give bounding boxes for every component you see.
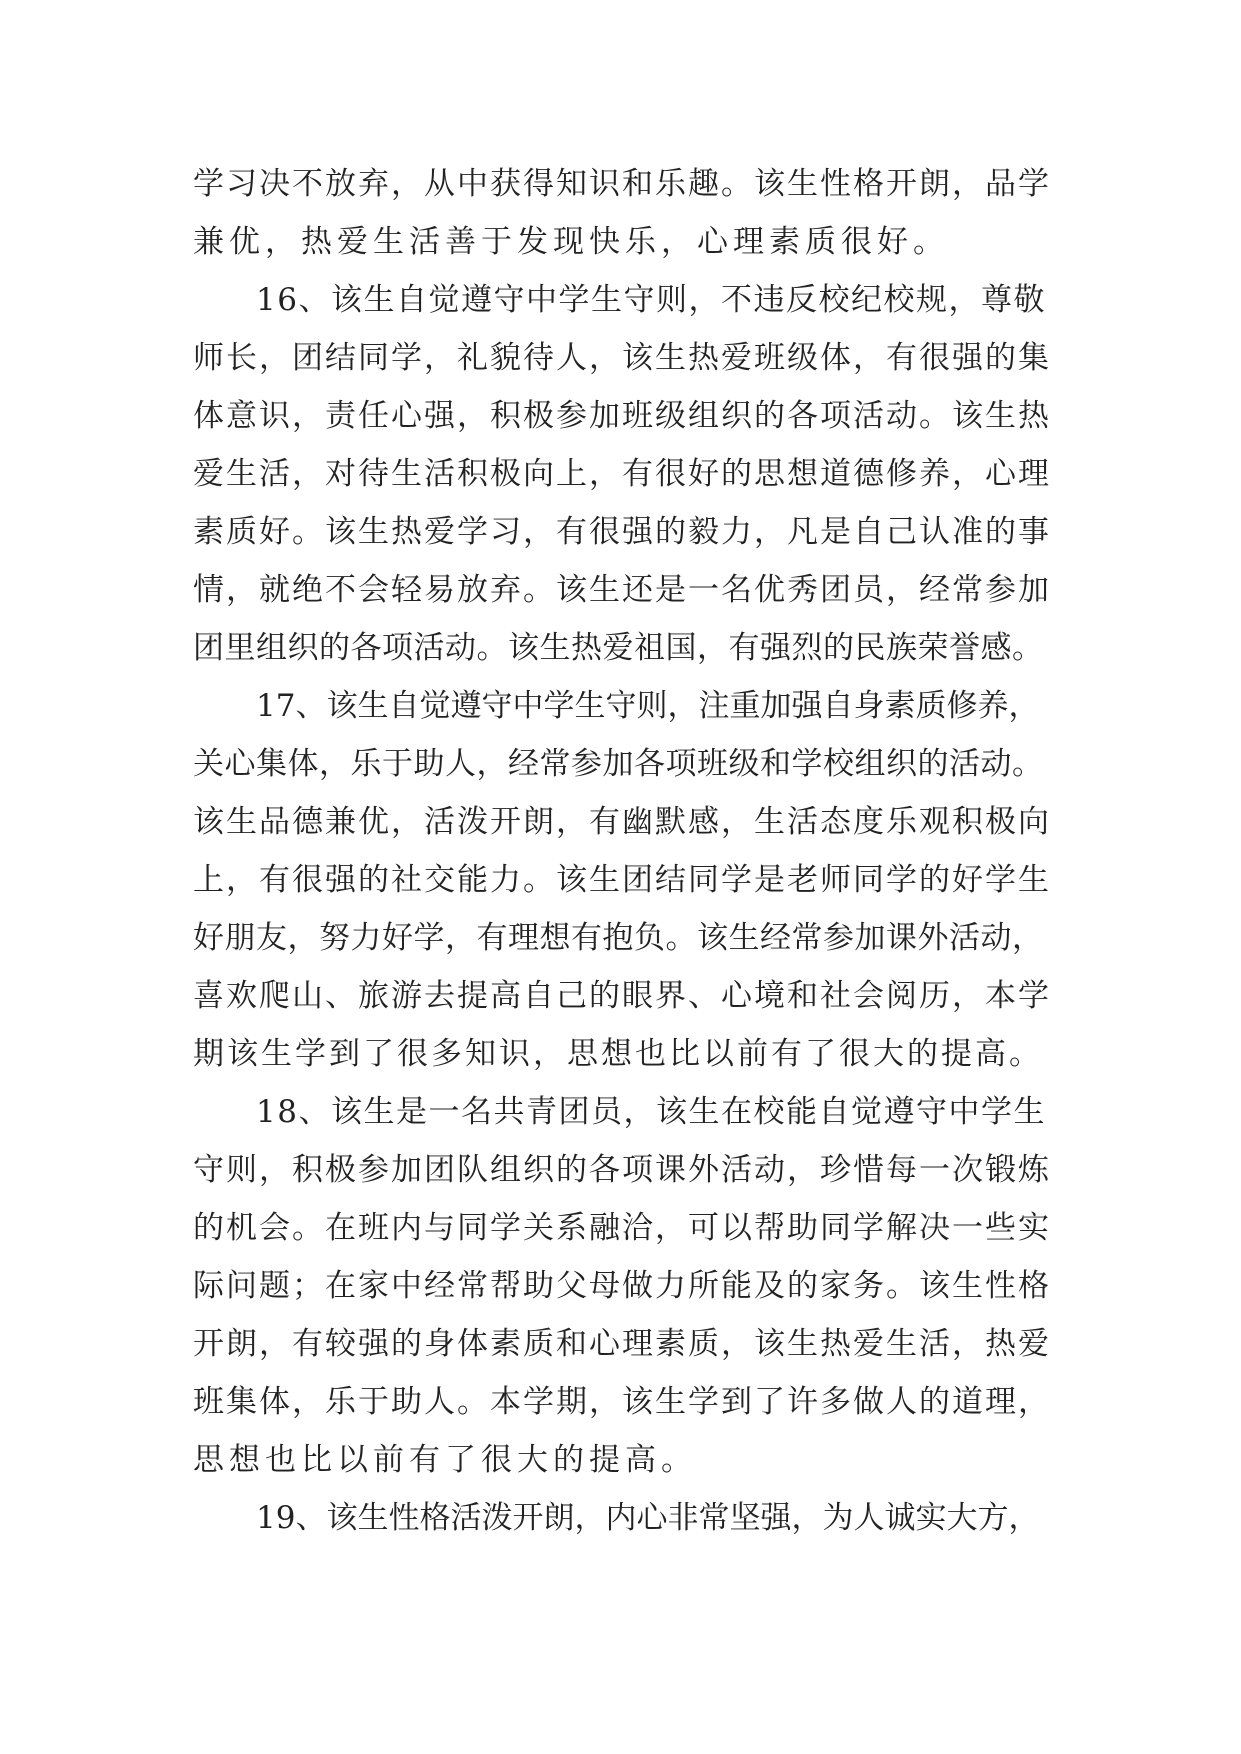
paragraph-start-19: 19、该生性格活泼开朗，内心非常坚强，为人诚实大方， [256, 1500, 1040, 1536]
paragraph-start-17: 17、该生自觉遵守中学生守则，注重加强自身素质修养， [256, 688, 1040, 724]
text-line: 好朋友，努力好学，有理想有抱负。该生经常参加课外活动， [193, 920, 1044, 956]
text-line: 关心集体，乐于助人，经常参加各项班级和学校组织的活动。 [193, 746, 1044, 782]
text-line: 素质好。该生热爱学习，有很强的毅力，凡是自己认准的事 [193, 514, 1051, 550]
text-line: 班集体，乐于助人。本学期，该生学到了许多做人的道理， [193, 1384, 1051, 1420]
text-line: 上，有很强的社交能力。该生团结同学是老师同学的好学生 [193, 862, 1051, 898]
text-line: 开朗，有较强的身体素质和心理素质，该生热爱生活，热爱 [193, 1326, 1051, 1362]
paragraph-start-18: 18、该生是一名共青团员，该生在校能自觉遵守中学生 [256, 1094, 1046, 1130]
paragraph-start-16: 16、该生自觉遵守中学生守则，不违反校纪校规，尊敬 [256, 282, 1046, 318]
text-line: 师长，团结同学，礼貌待人，该生热爱班级体，有很强的集 [193, 340, 1051, 376]
text-line: 际问题；在家中经常帮助父母做力所能及的家务。该生性格 [193, 1268, 1051, 1304]
text-line: 该生品德兼优，活泼开朗，有幽默感，生活态度乐观积极向 [193, 804, 1051, 840]
text-line: 体意识，责任心强，积极参加班级组织的各项活动。该生热 [193, 398, 1051, 434]
text-line: 学习决不放弃，从中获得知识和乐趣。该生性格开朗，品学 [193, 166, 1051, 202]
text-line: 爱生活，对待生活积极向上，有很好的思想道德修养，心理 [193, 456, 1051, 492]
text-line: 期该生学到了很多知识，思想也比以前有了很大的提高。 [193, 1036, 1043, 1072]
text-line: 的机会。在班内与同学关系融洽，可以帮助同学解决一些实 [193, 1210, 1051, 1246]
text-line: 情，就绝不会轻易放弃。该生还是一名优秀团员，经常参加 [193, 572, 1051, 608]
text-line: 守则，积极参加团队组织的各项课外活动，珍惜每一次锻炼 [193, 1152, 1051, 1188]
text-line: 思想也比以前有了很大的提高。 [193, 1442, 697, 1478]
text-line: 喜欢爬山、旅游去提高自己的眼界、心境和社会阅历，本学 [193, 978, 1051, 1014]
text-line: 兼优，热爱生活善于发现快乐，心理素质很好。 [193, 224, 949, 260]
text-line: 团里组织的各项活动。该生热爱祖国，有强烈的民族荣誉感。 [193, 630, 1044, 666]
document-body [193, 155, 1051, 1547]
